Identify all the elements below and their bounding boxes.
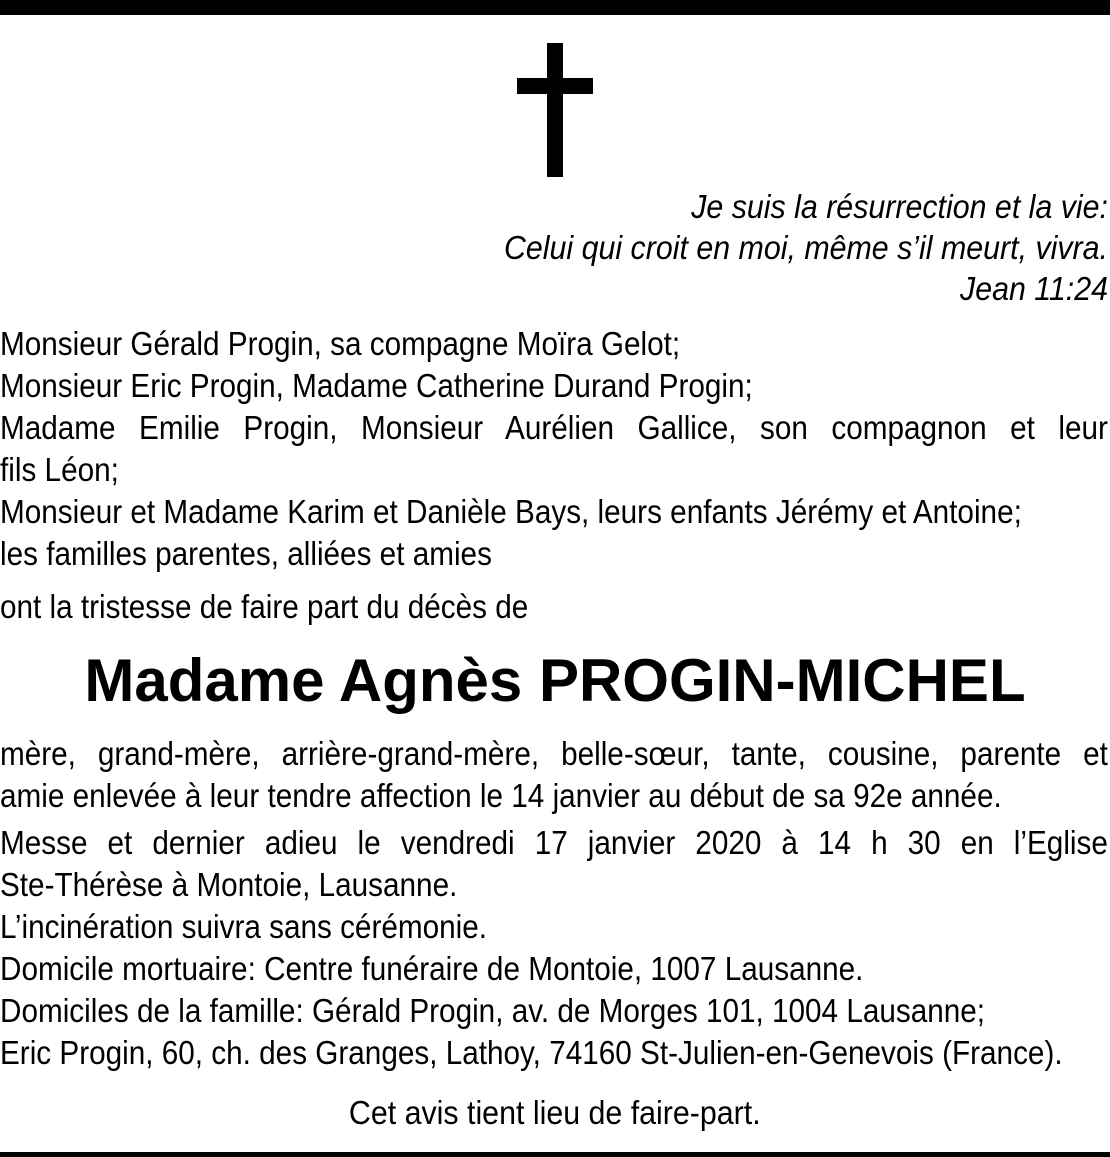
family-line: Monsieur Eric Progin, Madame Catherine Durand Progin; (0, 367, 753, 404)
footer-note (0, 1092, 1110, 1134)
family-line: Monsieur Gérald Progin, sa compagne Moïra Gelot; (0, 325, 681, 362)
verse-line-1: Je suis la résurrection et la vie: (691, 188, 1108, 225)
relation-paragraph (0, 733, 1108, 817)
family-line: les familles parentes, alliées et amies (0, 535, 492, 572)
ceremony-line: L’incinération suivra sans cérémonie. (0, 908, 488, 945)
ceremony-line: Messe et dernier adieu le vendredi 17 janvier 2020 à 14 h 30 en l’Eglise (0, 824, 1108, 861)
announcement-text: ont la tristesse de faire part du décès de (0, 588, 529, 625)
top-rule (0, 0, 1110, 15)
footer-text: Cet avis tient lieu de faire-part. (349, 1094, 761, 1131)
ceremony-line: Eric Progin, 60, ch. des Granges, Lathoy, 74160 St-Julien-en-Genevois (France). (0, 1034, 1063, 1071)
ceremony-line: Ste-Thérèse à Montoie, Lausanne. (0, 866, 458, 903)
verse-line-2: Celui qui croit en moi, même s’il meurt, vivra. (503, 229, 1108, 266)
verse-reference: Jean 11:24 (960, 270, 1108, 307)
family-line: Monsieur et Madame Karim et Danièle Bays, leurs enfants Jérémy et Antoine; (0, 493, 1022, 530)
ceremony-line: Domiciles de la famille: Gérald Progin, av. de Morges 101, 1004 Lausanne; (0, 992, 986, 1029)
family-line: Madame Emilie Progin, Monsieur Aurélien Gallice, son compagnon et leur (0, 409, 1108, 446)
family-list (0, 323, 1108, 575)
cross-icon (517, 43, 593, 177)
bottom-rule (0, 1152, 1110, 1157)
ceremony-details (0, 822, 1108, 1074)
announcement (0, 586, 1108, 628)
relation-line: amie enlevée à leur tendre affection le 14 janvier au début de sa 92e année. (0, 777, 1002, 814)
ceremony-line: Domicile mortuaire: Centre funéraire de Montoie, 1007 Lausanne. (0, 950, 864, 987)
relation-line: mère, grand-mère, arrière-grand-mère, belle-sœur, tante, cousine, parente et (0, 735, 1108, 772)
deceased-name: Madame Agnès PROGIN-MICHEL (84, 647, 1026, 714)
family-line: fils Léon; (0, 451, 119, 488)
bible-verse (372, 186, 1108, 309)
